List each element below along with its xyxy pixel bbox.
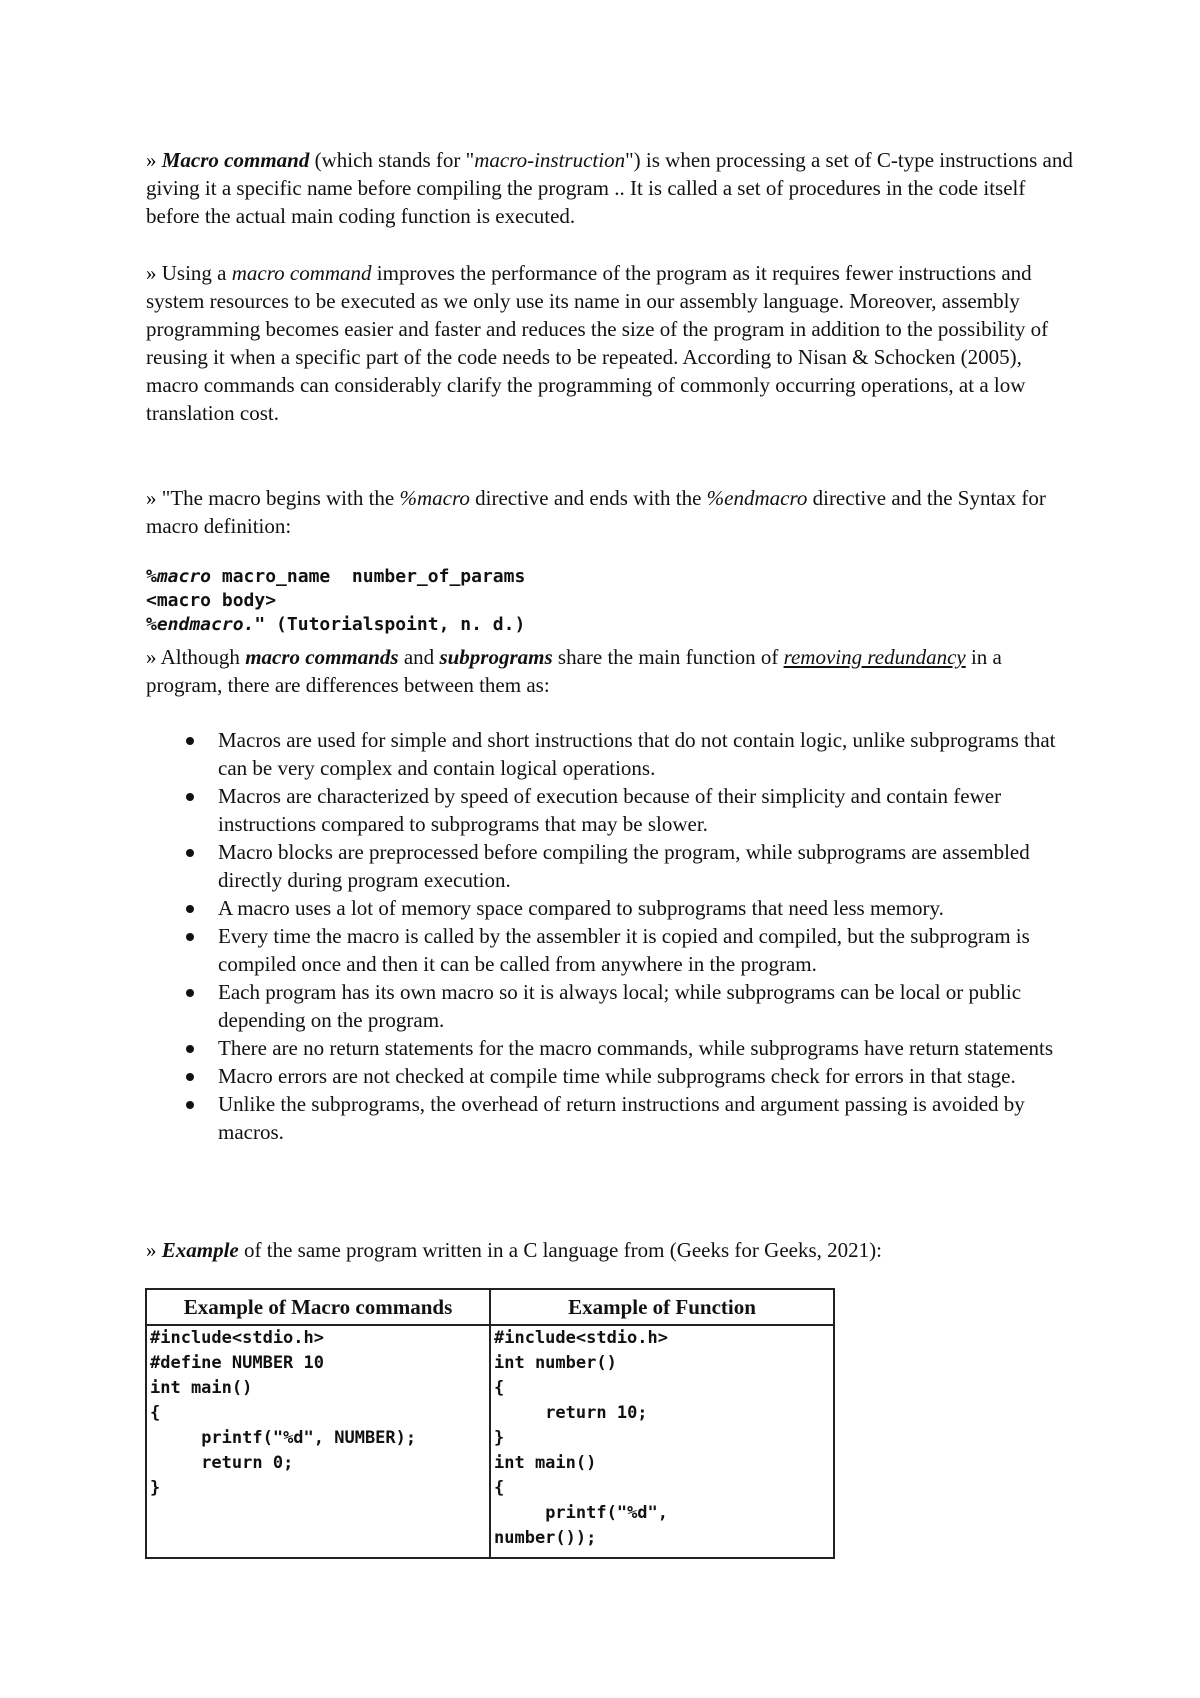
- term-subprograms: subprograms: [439, 645, 553, 669]
- list-item: Every time the macro is called by the assembler it is copied and compiled, but the subprogram is compiled once and then it can be called from anywhere in the program.: [146, 922, 1076, 978]
- table-row: [146, 1325, 834, 1558]
- directive-endmacro: %endmacro: [706, 486, 808, 510]
- cell-macro-code: [146, 1325, 490, 1558]
- function-code-block: #include<stdio.h> int number() { return 10; } int main() { printf("%d", number());: [494, 1328, 669, 1548]
- paragraph-macro-benefits: » Using a macro command improves the performance of the program as it requires fewer instructions and system resources to be executed as we only use its name in our assembly language. Moreover, assembly programming becomes easier and faster and reduces the size of the program in addition to the possibility of reusing it when a specific part of the code needs to be repeated. According to Nisan & Schocken (2005), macro commands can considerably clarify the programming of commonly occurring operations, at a low translation cost.: [146, 261, 1049, 425]
- link-removing-redundancy[interactable]: removing redundancy: [783, 645, 966, 669]
- term-example: Example: [161, 1238, 239, 1262]
- table-header-row: [146, 1289, 834, 1325]
- paragraph-macro-definition: » Macro command (which stands for "macro-instruction") is when processing a set of C-type instructions and giving it a specific name before compiling the program .. It is called a set of procedures in the code itself before the actual main coding function is executed.: [146, 148, 1073, 228]
- list-item: There are no return statements for the macro commands, while subprograms have return statements: [146, 1034, 1076, 1062]
- header-macro-commands: Example of Macro commands: [146, 1289, 490, 1325]
- paragraph-marker: »: [146, 148, 162, 172]
- header-function: Example of Function: [490, 1289, 834, 1325]
- list-item: Macros are characterized by speed of execution because of their simplicity and contain fewer instructions compared to subprograms that may be slower.: [146, 782, 1076, 838]
- syntax-line-3: %endmacro." (Tutorialspoint, n. d.): [146, 614, 526, 635]
- macro-syntax-code: [146, 565, 1076, 637]
- cell-function-code: [490, 1325, 834, 1558]
- paragraph-macro-syntax-intro: » "The macro begins with the %macro directive and ends with the %endmacro directive and the Syntax for macro definition:: [146, 486, 1046, 538]
- syntax-line-2: <macro body>: [146, 590, 277, 611]
- paragraph-differences-intro: » Although macro commands and subprograms share the main function of removing redundancy in a program, there are differences between them as:: [146, 645, 1002, 697]
- differences-list: [146, 726, 1076, 1146]
- syntax-line-1: %macro macro_name number_of_params: [146, 566, 526, 587]
- term-macro-instruction: macro-instruction: [474, 148, 626, 172]
- list-item: Macro errors are not checked at compile time while subprograms check for errors in that stage.: [146, 1062, 1076, 1090]
- term-macro-commands: macro commands: [245, 645, 399, 669]
- macro-code-block: #include<stdio.h> #define NUMBER 10 int main() { printf("%d", NUMBER); return 0; }: [150, 1328, 417, 1498]
- code-comparison-table: [145, 1288, 835, 1559]
- list-item: Macro blocks are preprocessed before compiling the program, while subprograms are assembled directly during program execution.: [146, 838, 1076, 894]
- term-macro-command-italic: macro command: [231, 261, 372, 285]
- list-item: Each program has its own macro so it is always local; while subprograms can be local or public depending on the program.: [146, 978, 1076, 1034]
- list-item: Macros are used for simple and short instructions that do not contain logic, unlike subprograms that can be very complex and contain logical operations.: [146, 726, 1076, 782]
- directive-macro: %macro: [399, 486, 470, 510]
- list-item: A macro uses a lot of memory space compared to subprograms that need less memory.: [146, 894, 1076, 922]
- list-item: Unlike the subprograms, the overhead of return instructions and argument passing is avoided by macros.: [146, 1090, 1076, 1146]
- paragraph-example-intro: » Example of the same program written in a C language from (Geeks for Geeks, 2021):: [146, 1238, 882, 1262]
- term-macro-command: Macro command: [161, 148, 310, 172]
